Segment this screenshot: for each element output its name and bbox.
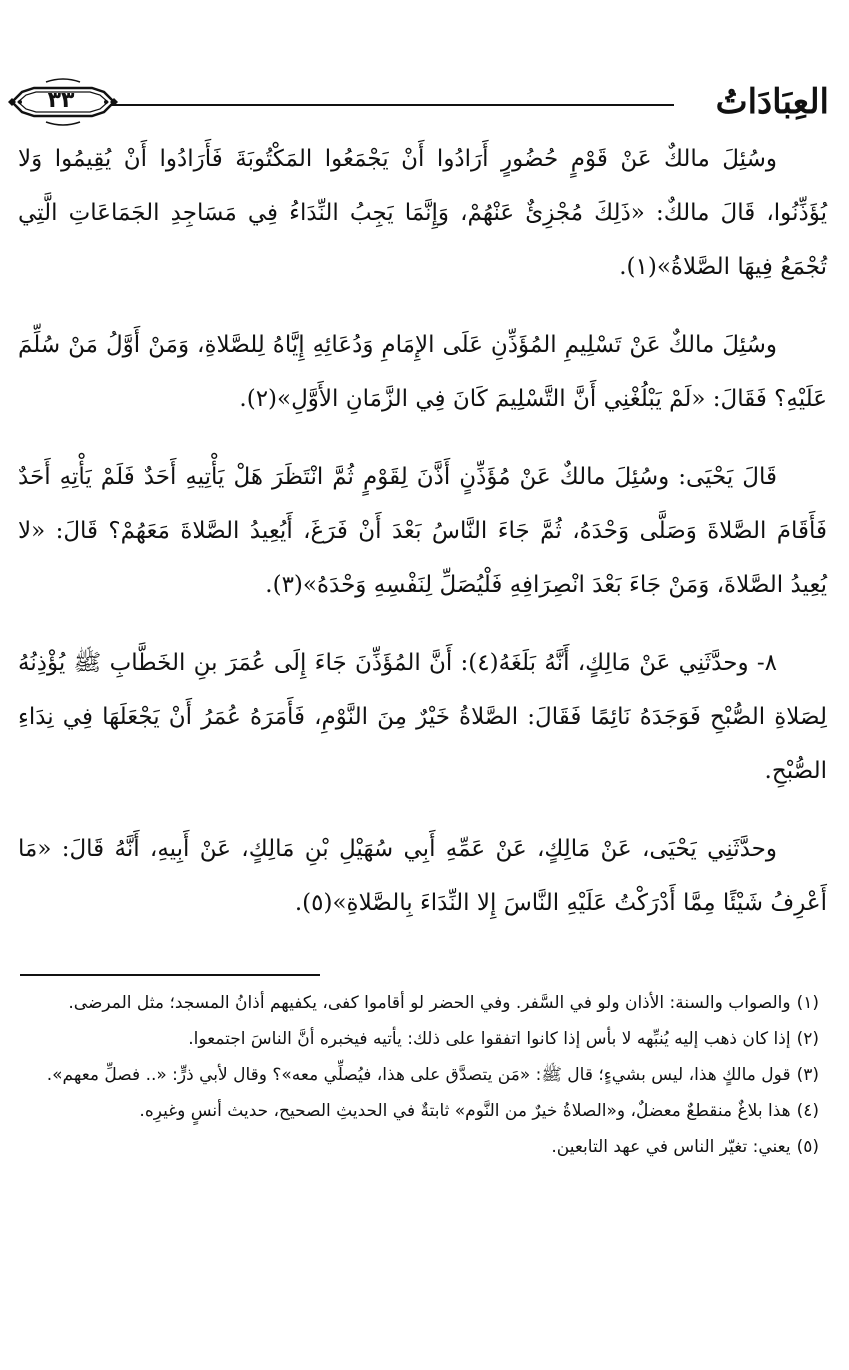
footnote-text: قول مالكٍ هذا، ليس بشيءٍ؛ قال ﷺ: «مَن يتصدَّق على هذا، فيُصلِّي معه»؟ وقال لأبي ذرٍّ: «.. فصلِّ معهم». xyxy=(46,1065,791,1085)
footnote-separator xyxy=(20,974,320,976)
footnote-number: (٥) xyxy=(796,1137,819,1157)
page-header xyxy=(0,78,849,128)
footnote-number: (٤) xyxy=(796,1101,819,1121)
footnote-text: يعني: تغيّر الناس في عهد التابعين. xyxy=(551,1137,791,1157)
paragraph: وحدَّثَنِي يَحْيَى، عَنْ مَالِكٍ، عَنْ عَمِّهِ أَبِي سُهَيْلِ بْنِ مَالِكٍ، عَنْ أَبِيهِ، أَنَّهُ قَالَ: «مَا أَعْرِفُ شَيْئًا مِمَّا أَدْرَكْتُ عَلَيْهِ النَّاسَ إِلا النِّدَاءَ بِالصَّلاةِ»(٥). xyxy=(18,836,827,916)
footnote xyxy=(18,1060,819,1090)
paragraph: وسُئِلَ مالكٌ عَنْ تَسْلِيمِ المُؤَذِّنِ عَلَى الإِمَامِ وَدُعَائِهِ إِيَّاهُ لِلصَّلاةِ، وَمَنْ أَوَّلُ مَنْ سُلِّمَ عَلَيْهِ؟ فَقَالَ: «لَمْ يَبْلُغْنِي أَنَّ التَّسْلِيمَ كَانَ فِي الزَّمَانِ الأَوَّلِ»(٢). xyxy=(18,332,827,412)
paragraph: ٨- وحدَّثَنِي عَنْ مَالِكٍ، أَنَّهُ بَلَغَهُ(٤): أَنَّ المُؤَذِّنَ جَاءَ إِلَى عُمَرَ بنِ الخَطَّابِ ﷺ يُؤْذِنُهُ لِصَلاةِ الصُّبْحِ فَوَجَدَهُ نَائِمًا فَقَالَ: الصَّلاةُ خَيْرٌ مِنَ النَّوْمِ، فَأَمَرَهُ عُمَرُ أَنْ يَجْعَلَهَا فِي نِدَاءِ الصُّبْحِ. xyxy=(18,650,827,784)
main-text xyxy=(18,132,827,930)
footnote xyxy=(18,1024,819,1054)
footnotes xyxy=(18,988,819,1168)
footnote xyxy=(18,1096,819,1126)
footnote xyxy=(18,988,819,1018)
footnote-text: إذا كان ذهب إليه يُنبِّهه لا بأس إذا كانوا اتفقوا على ذلك: يأتيه فيخبره أنَّ الناسَ اجتمعوا. xyxy=(188,1029,791,1049)
paragraph: وسُئِلَ مالكٌ عَنْ قَوْمٍ حُضُورٍ أَرَادُوا أَنْ يَجْمَعُوا المَكْتُوبَةَ فَأَرَادُوا أَنْ يُقِيمُوا وَلا يُؤَذِّنُوا، قَالَ مالكٌ: «ذَلِكَ مُجْزِئٌ عَنْهُمْ، وَإِنَّمَا يَجِبُ النِّدَاءُ فِي مَسَاجِدِ الجَمَاعَاتِ الَّتِي تُجْمَعُ فِيهَا الصَّلاةُ»(١). xyxy=(18,146,827,280)
footnote-text: والصواب والسنة: الأذان ولو في السَّفر. وفي الحضر لو أقاموا كفى، يكفيهم أذانُ المسجد؛ مثل المرضى. xyxy=(68,993,791,1013)
footnote xyxy=(18,1132,819,1162)
footnote-number: (٣) xyxy=(796,1065,819,1085)
footnote-number: (١) xyxy=(796,993,819,1013)
header-rule xyxy=(110,104,674,106)
paragraph: قَالَ يَحْيَى: وسُئِلَ مالكٌ عَنْ مُؤَذِّنٍ أَذَّنَ لِقَوْمٍ ثُمَّ انْتَظَرَ هَلْ يَأْتِيهِ أَحَدٌ فَلَمْ يَأْتِهِ أَحَدٌ فَأَقَامَ الصَّلاةَ وَصَلَّى وَحْدَهُ، ثُمَّ جَاءَ النَّاسُ بَعْدَ أَنْ فَرَغَ، أَيُعِيدُ الصَّلاةَ مَعَهُمْ؟ قَالَ: «لا يُعِيدُ الصَّلاةَ، وَمَنْ جَاءَ بَعْدَ انْصِرَافِهِ فَلْيُصَلِّ لِنَفْسِهِ وَحْدَهُ»(٣). xyxy=(18,464,827,598)
footnote-text: هذا بلاغٌ منقطعٌ معضلٌ، و«الصلاةُ خيرٌ من النَّوم» ثابتةٌ في الحديثِ الصحيح، حديث أنسٍ وغيرِه. xyxy=(139,1101,791,1121)
footnote-number: (٢) xyxy=(796,1029,819,1049)
chapter-title: العِبَادَاتُ xyxy=(715,82,829,122)
page-number: ٣٣ xyxy=(47,88,75,113)
